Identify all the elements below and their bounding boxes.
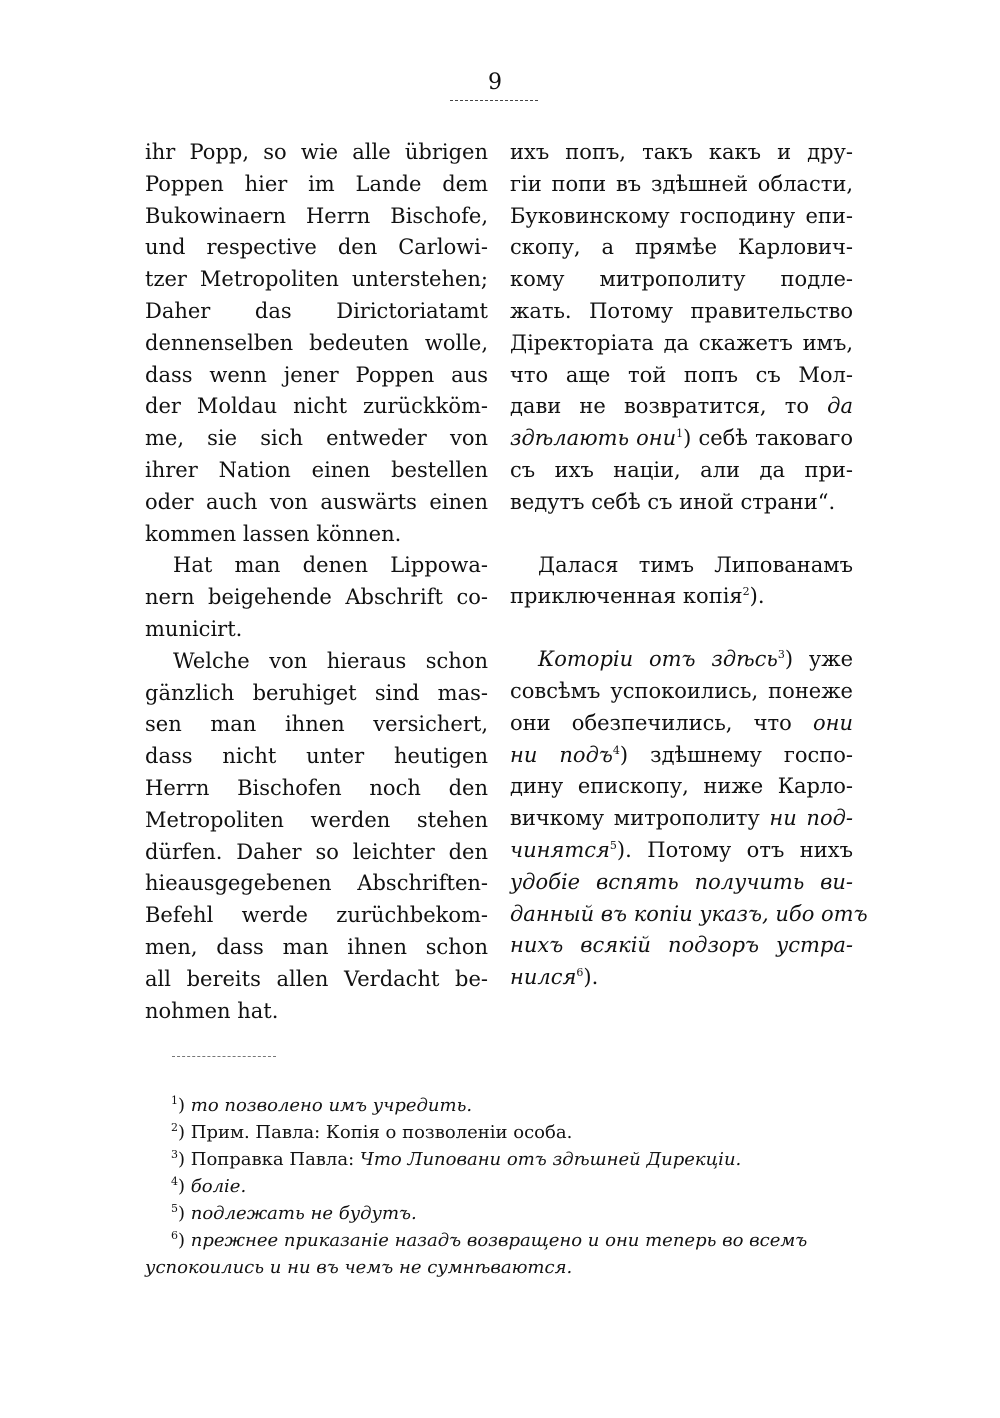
text-line: ihr Popp, so wie alle übrigen [145, 140, 488, 164]
text-line: Poppen hier im Lande dem [145, 171, 488, 196]
text-line [510, 835, 853, 867]
text-line [510, 867, 853, 899]
text-line: ihrer Nation einen bestellen [145, 457, 488, 482]
text-line: dass nicht unter heutigen [145, 744, 488, 769]
italic-text: данный въ копіи указъ, ибо отъ [510, 901, 868, 926]
italic-text: удобіе вспять получить ви- [510, 869, 853, 894]
text-segment: ). Потому отъ нихъ [616, 837, 853, 862]
text-line: tzer Metropoliten unterstehen; [145, 267, 488, 292]
italic-text: Которіи отъ здѣсь [538, 647, 778, 672]
footnote-6: $^6$) прежнее приказаніе назадъ возвращено и они теперь во всемъ [171, 1229, 808, 1251]
text-line: ихъ попъ, такъ какъ и дру- [510, 140, 853, 164]
text-line [510, 423, 853, 455]
italic-text: нихъ всякій подзоръ устра- [510, 933, 853, 958]
footnote-5: $^5$) подлежать не будутъ. [171, 1202, 417, 1224]
text-line: gänzlich beruhiget sind mas- [145, 680, 488, 705]
text-line: me, sie sich entweder von [145, 426, 488, 451]
footnote-rule [172, 1056, 276, 1057]
text-line: что аще той попъ съ Мол- [510, 362, 853, 387]
footnote-ref: 5 [609, 838, 617, 852]
text-line: Daher das Diriсtoriatamt [145, 298, 488, 323]
text-line: жать. Потому правительство [510, 298, 853, 323]
footnote-2: $^2$) Прим. Павла: Копія о позволеніи особа. [171, 1121, 573, 1143]
text-line: kommen lassen können. [145, 521, 402, 546]
russian-paragraph-2 [510, 550, 853, 614]
footnote-text: успокоились и ни въ чемъ не сумнѣваются. [145, 1257, 573, 1278]
text-segment: приключенная копія [510, 584, 743, 609]
text-line [510, 803, 853, 835]
footnote-text: Поправка Павла: [190, 1149, 355, 1170]
text-line: Befehl werde zurüchbekom- [145, 903, 488, 928]
text-segment: они обезпечились, что [510, 710, 792, 735]
text-line: съ ихъ націи, али да при- [510, 457, 853, 482]
text-line: Далася тимъ Липованамъ [538, 552, 853, 577]
italic-text: здѣлають они [510, 426, 677, 451]
russian-paragraph-3 [510, 644, 868, 994]
italic-text: ни подъ [510, 742, 613, 767]
footnote-ref: 6 [576, 966, 584, 980]
text-line [510, 708, 853, 740]
italic-text: нился [510, 965, 577, 990]
italic-text: ни под- [769, 806, 853, 831]
text-line: hieausgegebenen Abschriften- [145, 871, 488, 896]
footnote-mark: 2 [171, 1121, 178, 1134]
footnote-text-italic: Что Липовани отъ здѣшней Дирекціи. [359, 1149, 742, 1170]
text-line [510, 581, 853, 613]
footnote-text: подлежать не будутъ. [190, 1203, 417, 1224]
text-line: der Moldau nicht zurückköm- [145, 394, 488, 419]
page-number: 9 [488, 70, 502, 95]
text-line: dass wenn jener Poppen aus [145, 362, 488, 387]
italic-text: чинятся [510, 837, 610, 862]
footnote-mark: 3 [171, 1148, 178, 1161]
text-segment: ). [749, 584, 765, 609]
text-line: municirt. [145, 616, 243, 641]
text-line: sen man ihnen versichert, [145, 712, 488, 737]
footnote-ref: 2 [742, 585, 750, 599]
footnote-mark: 6 [171, 1229, 178, 1242]
text-line: совсѣмъ успокоились, понеже [510, 678, 853, 703]
text-line [510, 899, 868, 931]
text-line: nohmen hat. [145, 998, 279, 1023]
footnote-mark: 4 [171, 1175, 178, 1188]
text-line: Буковинскому господину епи- [510, 203, 853, 228]
footnote-text: то позволено имъ учредить. [190, 1095, 473, 1116]
text-line: гіи попи въ здѣшней области, [510, 171, 853, 196]
text-line: und respective den Carlowi- [145, 235, 488, 260]
text-line: кому митрополиту подле- [510, 267, 853, 292]
text-segment: дави не возвратится, то [510, 394, 809, 419]
text-line: Діректоріата да скажетъ имъ, [510, 330, 853, 355]
russian-paragraph-1 [510, 137, 853, 519]
text-segment: ) здѣшнему госпо- [619, 742, 854, 767]
text-line: oder auch von auswärts einen [145, 489, 488, 514]
footnote-text: Прим. Павла: Копія о позволеніи особа. [190, 1122, 573, 1143]
text-line [510, 644, 853, 676]
text-line: dennenselben bedeuten wolle, [145, 330, 488, 355]
text-line: Metropoliten werden stehen [145, 807, 488, 832]
text-line [510, 930, 853, 962]
text-line: men, dass man ihnen schon [145, 934, 488, 959]
text-line: Welche von hieraus schon [173, 648, 488, 673]
footnote-text: прежнее приказаніе назадъ возвращено и они теперь во всемъ [190, 1230, 808, 1251]
text-line [510, 962, 853, 994]
footnote-1: $^1$) то позволено имъ учредить. [171, 1094, 473, 1116]
text-line: ведутъ себѣ съ иной страни“. [510, 489, 836, 514]
text-line: Bukowinaern Herrn Bischofe, [145, 203, 488, 228]
footnote-3: $^3$) Поправка Павла: Что Липовани отъ здѣшней Дирекціи. [171, 1148, 742, 1170]
text-line: Hat man denen Lippowa- [173, 553, 488, 578]
footnote-6-continued [145, 1254, 865, 1281]
text-line [510, 391, 853, 423]
text-line [510, 740, 853, 772]
text-line: all bereits allen Verdacht be- [145, 966, 488, 991]
text-line: скопу, а прямѣе Карлович- [510, 235, 853, 260]
text-line: dürfen. Daher so leichter den [145, 839, 488, 864]
text-line: nern beigehende Abschrift co- [145, 585, 488, 610]
italic-text: да [827, 394, 853, 419]
russian-column [510, 137, 868, 994]
footnote-mark: 5 [171, 1202, 178, 1215]
footnote-4: $^4$) боліе. [171, 1175, 247, 1197]
footnotes [145, 1092, 865, 1281]
text-segment: ) уже [784, 647, 853, 672]
page-number-rule [450, 100, 538, 101]
footnote-ref: 1 [676, 427, 684, 441]
text-segment: ) себѣ таковаго [683, 426, 853, 451]
text-segment: вичкому митрополиту [510, 806, 760, 831]
footnote-ref: 4 [612, 743, 620, 757]
text-segment: ). [583, 965, 599, 990]
italic-text: они [812, 710, 853, 735]
footnote-ref: 3 [777, 648, 785, 662]
text-line: дину епископу, ниже Карло- [510, 774, 853, 799]
footnote-text: боліе. [190, 1176, 247, 1197]
german-column [145, 137, 488, 1027]
footnote-mark: 1 [171, 1094, 178, 1107]
text-line: Herrn Bischofen noch den [145, 775, 488, 800]
